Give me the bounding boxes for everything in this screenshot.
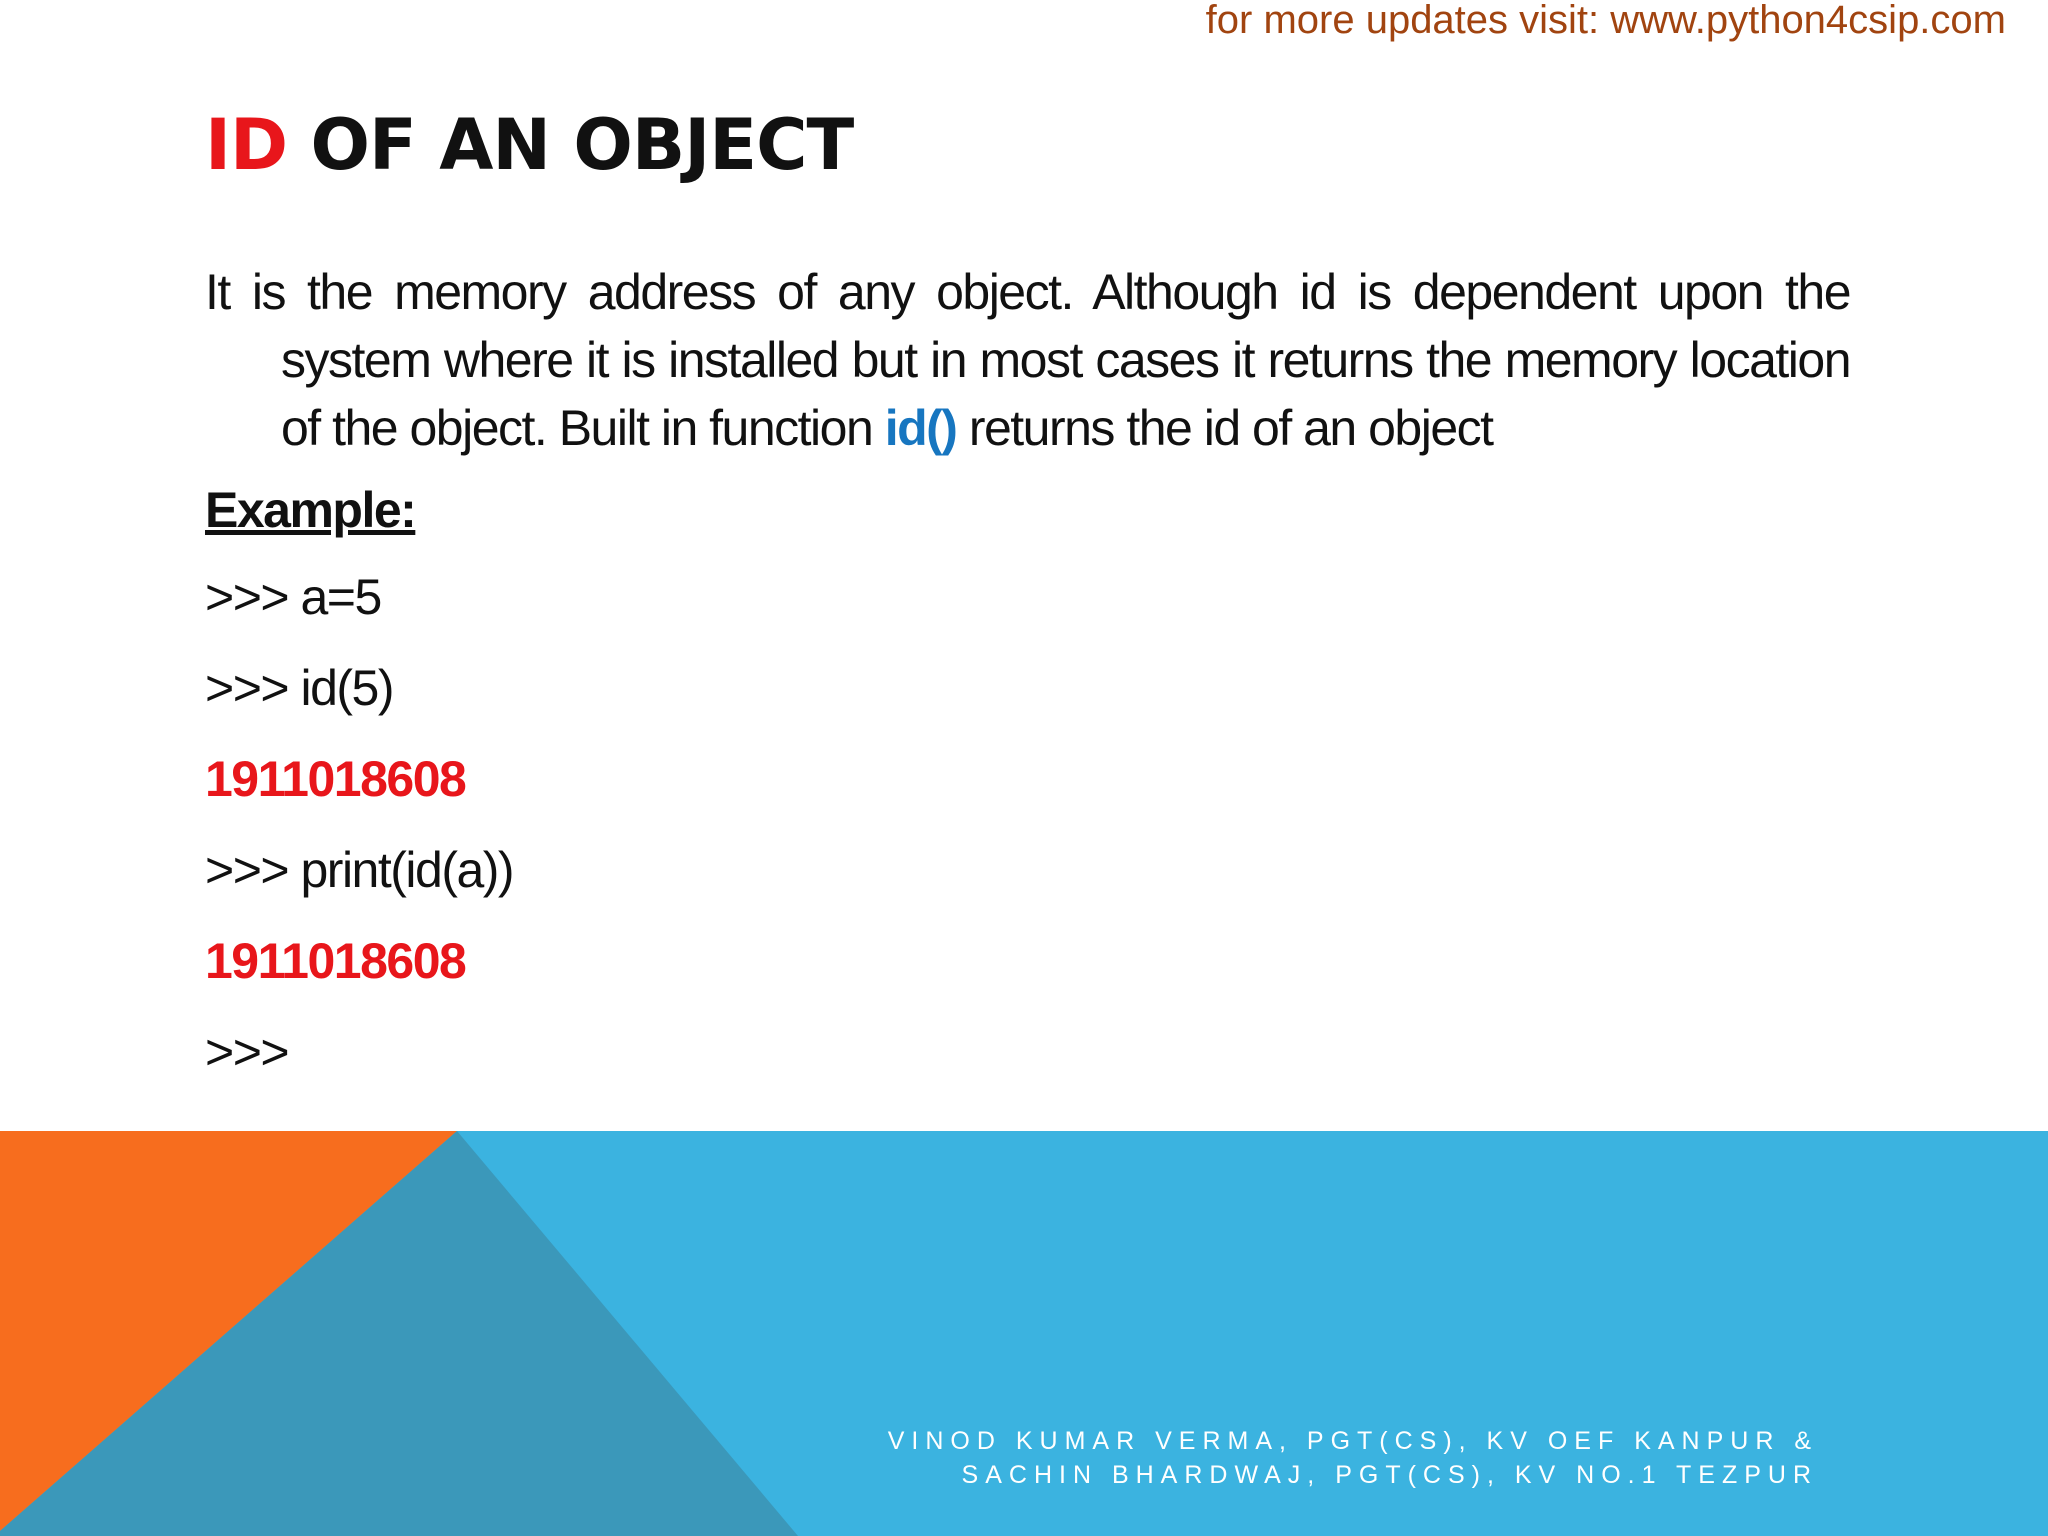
code-line-id-call: >>> id(5) [205,660,394,716]
description-keyword: id() [884,400,957,456]
code-output-print: 1911018608 [205,933,466,989]
description-paragraph [205,258,1850,462]
footer-credit [888,1424,1818,1492]
code-line-print-call: >>> print(id(a)) [205,842,514,898]
code-line-assign: >>> a=5 [205,569,381,625]
footer-credit-line2: SACHIN BHARDWAJ, PGT(CS), KV NO.1 TEZPUR [961,1461,1818,1489]
footer-credit-line1: VINOD KUMAR VERMA, PGT(CS), KV OEF KANPUR & [887,1427,1818,1455]
example-label: Example: [205,482,416,538]
slide-title [205,100,853,190]
code-line-prompt: >>> [205,1024,289,1080]
description-text-after: returns the id of an object [956,400,1493,456]
slide-content [205,258,1850,1086]
description-text-before: It is the memory address of any object. Although id is dependent upon the system where it is installed but in most cases it returns the memory location of the object. Built in function [205,264,1850,456]
title-rest: OF AN OBJECT [287,104,854,186]
watermark-link[interactable]: for more updates visit: www.python4csip.com [1205,0,2006,42]
title-highlight: ID [205,104,288,186]
code-output-id: 1911018608 [205,751,466,807]
